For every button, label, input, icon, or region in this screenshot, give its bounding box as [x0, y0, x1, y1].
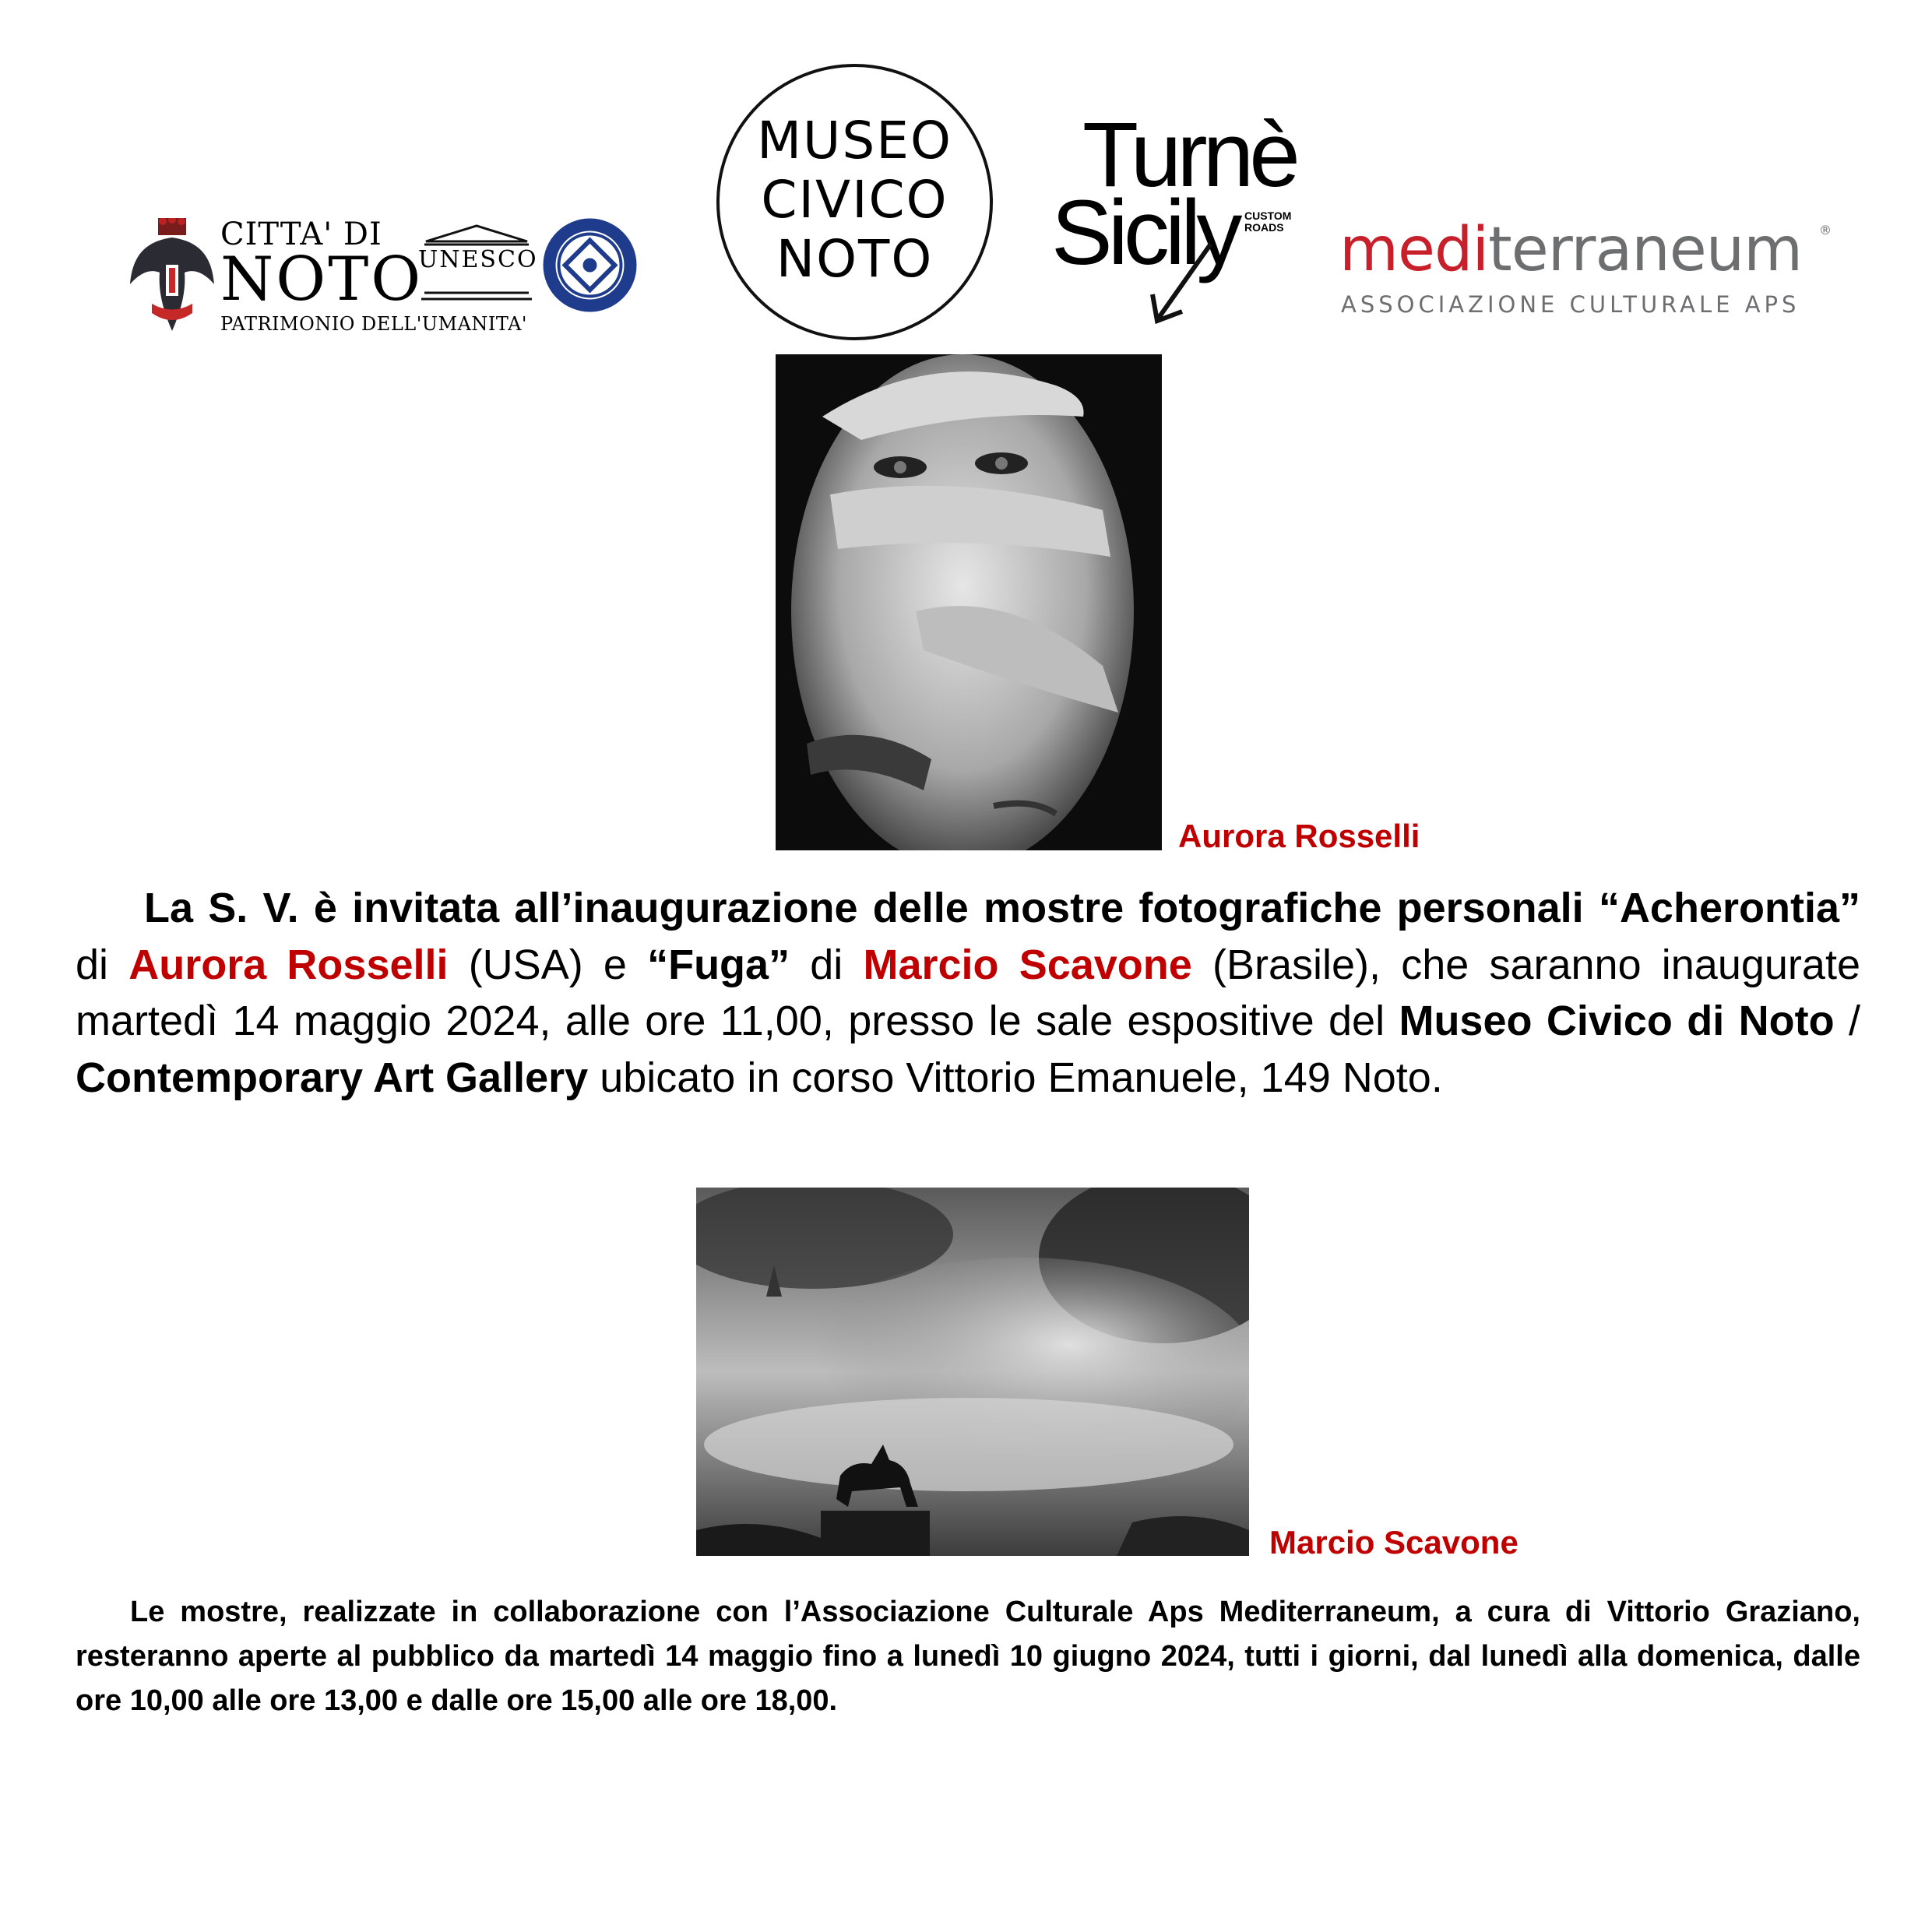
turne-line1: Turnè: [1082, 104, 1296, 206]
text-a-cura-di: , a cura di: [1431, 1596, 1607, 1628]
exhibition-details-paragraph: [76, 1590, 1860, 1723]
turne-subtitle: [1244, 210, 1291, 233]
unesco-text: UNESCO: [418, 246, 538, 273]
logo-turne-sicily: [1051, 104, 1296, 327]
curator-name: Vittorio Graziano: [1606, 1596, 1853, 1628]
photo-marcio-scavone: [696, 1188, 1249, 1556]
quote-close-2: ”: [769, 941, 790, 988]
mediterraneum-wordmark: [1339, 215, 1803, 285]
museo-line3: NOTO: [776, 229, 934, 289]
noto-line3: PATRIMONIO DELL'UMANITA': [220, 313, 528, 335]
text-address: ubicato in corso Vittorio Emanuele, 149 Noto.: [588, 1054, 1443, 1101]
noto-crest-icon: [128, 218, 216, 335]
world-heritage-emblem-icon: [541, 216, 639, 314]
venue-separator: /: [1834, 998, 1860, 1044]
down-arrow-icon: [1137, 240, 1230, 326]
text-date-venue: (Brasile), che saranno inaugurate martedì 14 maggio 2024, alle ore 11,00, presso le sale espositive del: [76, 941, 1860, 1044]
mediterraneum-tagline: ASSOCIAZIONE CULTURALE APS: [1341, 291, 1800, 318]
photo-aurora-rosselli: [776, 354, 1162, 850]
turne-line2: Sicily: [1051, 181, 1238, 284]
museo-line1: MUSEO: [757, 111, 952, 171]
noto-line1: CITTA' DI: [220, 216, 382, 252]
mediterraneum-name-gray: terraneum: [1488, 215, 1803, 285]
venue-museo-civico: Museo Civico di Noto: [1399, 998, 1835, 1044]
photo-aurora-artwork: [776, 354, 1162, 850]
text-di-2: di: [790, 941, 864, 988]
logo-museo-civico-noto: [716, 64, 993, 340]
invitation-paragraph: [76, 880, 1860, 1106]
photo-marcio-artwork: [696, 1188, 1249, 1556]
registered-mark: ®: [1819, 223, 1832, 238]
invitation-intro: La S. V. è invitata all’inaugurazione delle mostre fotografiche personali: [144, 885, 1599, 931]
quote-open-1: “: [1598, 885, 1620, 931]
details-dates-hours: , resteranno aperte al pubblico da martedì 14 maggio fino a lunedì 10 giugno 2024, tutti i giorni, dal lunedì alla domenica, dalle ore 10,00 alle ore 13,00 e dalle ore 15,00 alle ore 18,00.: [76, 1596, 1860, 1717]
turne-sub1: CUSTOM: [1244, 209, 1292, 222]
details-intro: Le mostre, realizzate in collaborazione con l’: [130, 1596, 801, 1628]
logo-mediterraneum: [1339, 215, 1838, 329]
venue-contemporary-art-gallery: Contemporary Art Gallery: [76, 1054, 589, 1101]
artist-aurora-rosselli: Aurora Rosselli: [128, 941, 449, 988]
turne-sub2: ROADS: [1244, 220, 1284, 234]
quote-close-1: ”: [1839, 885, 1860, 931]
text-di-1: di: [76, 941, 129, 988]
exhibition-title-acherontia: Acherontia: [1619, 885, 1839, 931]
logo-citta-di-noto: [128, 210, 658, 343]
exhibition-title-fuga: Fuga: [668, 941, 769, 988]
mediterraneum-name-red: medi: [1339, 215, 1489, 285]
quote-open-2: “: [647, 941, 669, 988]
text-usa: (USA) e: [448, 941, 648, 988]
caption-aurora-rosselli: Aurora Rosselli: [1178, 818, 1420, 854]
organizer-association: Associazione Culturale Aps Mediterraneum: [800, 1596, 1432, 1628]
noto-line2: NOTO: [220, 245, 424, 315]
artist-marcio-scavone: Marcio Scavone: [863, 941, 1192, 988]
caption-marcio-scavone: Marcio Scavone: [1269, 1524, 1519, 1561]
museo-line2: CIVICO: [761, 170, 948, 230]
